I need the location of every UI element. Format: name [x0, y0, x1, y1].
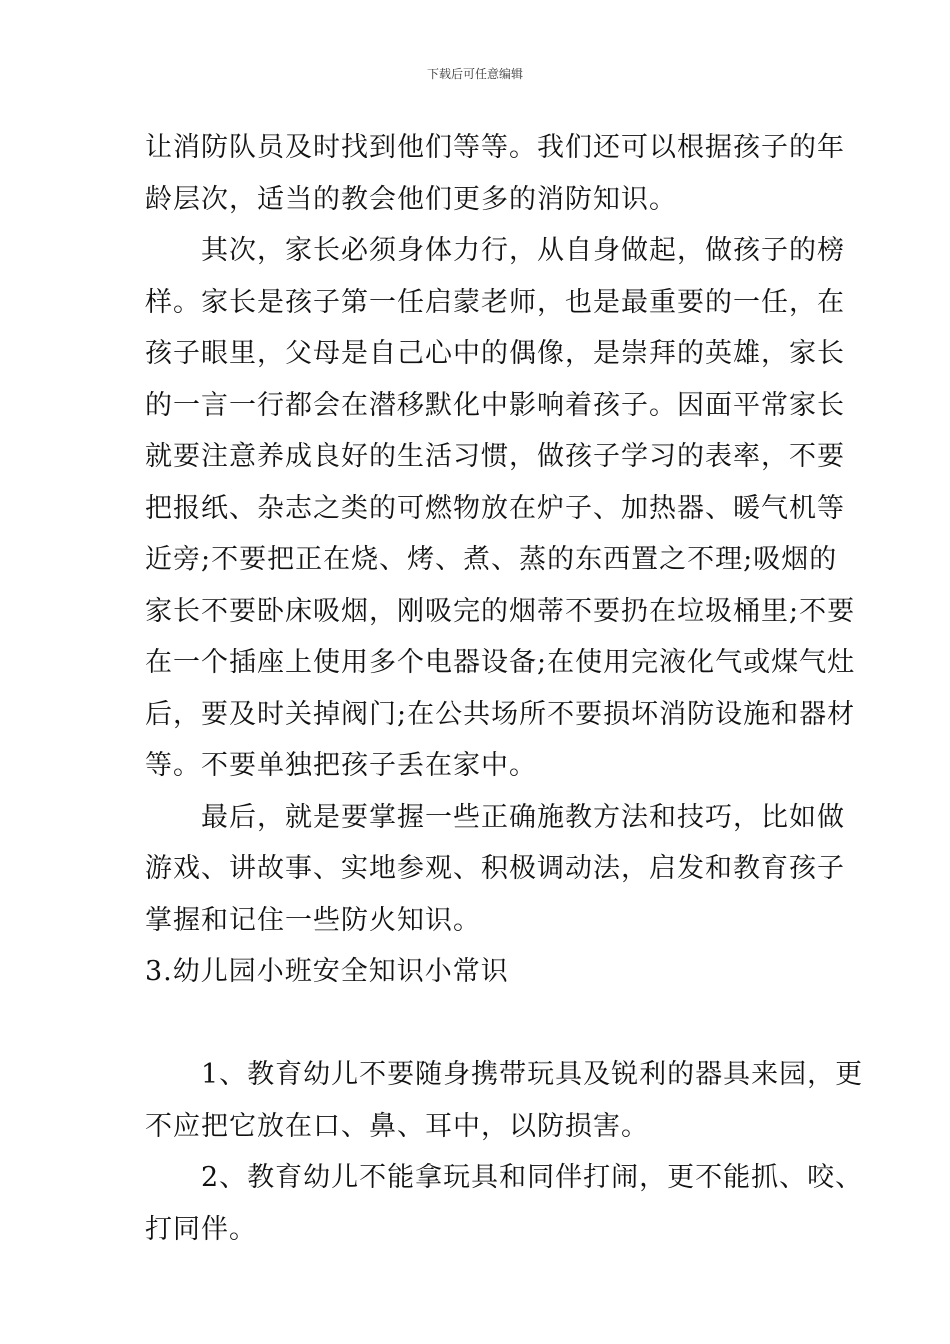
text-line: 在一个插座上使用多个电器设备;在使用完液化气或煤气灶 [145, 647, 856, 678]
text-line: 等。不要单独把孩子丢在家中。 [145, 750, 537, 781]
text-line: 打同伴。 [145, 1213, 257, 1245]
text-line: 就要注意养成良好的生活习惯，做孩子学习的表率，不要 [145, 441, 845, 472]
text-line: 近旁;不要把正在烧、烤、煮、蒸的东西置之不理;吸烟的 [145, 544, 838, 575]
text-line: 的一言一行都会在潜移默化中影响着孩子。因面平常家长 [145, 389, 845, 421]
text-line: 后，要及时关掉阀门;在公共场所不要损坏消防设施和器材 [145, 698, 856, 730]
text-line: 最后，就是要掌握一些正确施教方法和技巧，比如做 [145, 801, 845, 833]
text-line: 龄层次，适当的教会他们更多的消防知识。 [145, 183, 677, 215]
page-header: 下载后可任意编辑 [426, 67, 523, 81]
text-line: 让消防队员及时找到他们等等。我们还可以根据孩子的年 [145, 132, 845, 163]
text-line: 其次，家长必须身体力行，从自身做起，做孩子的榜 [145, 235, 845, 266]
text-line: 不应把它放在口、鼻、耳中，以防损害。 [145, 1110, 649, 1142]
text-line: 家长不要卧床吸烟，刚吸完的烟蒂不要扔在垃圾桶里;不要 [145, 595, 856, 627]
document-body [145, 122, 864, 1255]
text-line: 掌握和记住一些防火知识。 [145, 904, 481, 936]
text-line: 1、教育幼儿不要随身携带玩具及锐利的器具来园，更 [145, 1059, 864, 1090]
text-line: 样。家长是孩子第一任启蒙老师，也是最重要的一任，在 [145, 286, 845, 318]
text-line: 把报纸、杂志之类的可燃物放在炉子、加热器、暖气机等 [145, 492, 845, 524]
text-line: 孩子眼里，父母是自己心中的偶像，是崇拜的英雄，家长 [145, 338, 845, 369]
text-line: 游戏、讲故事、实地参观、积极调动法，启发和教育孩子 [145, 853, 845, 884]
section-heading: 3.幼儿园小班安全知识小常识 [145, 956, 509, 987]
text-line: 2、教育幼儿不能拿玩具和同伴打闹，更不能抓、咬、 [145, 1162, 864, 1193]
blank-line [145, 998, 810, 1050]
